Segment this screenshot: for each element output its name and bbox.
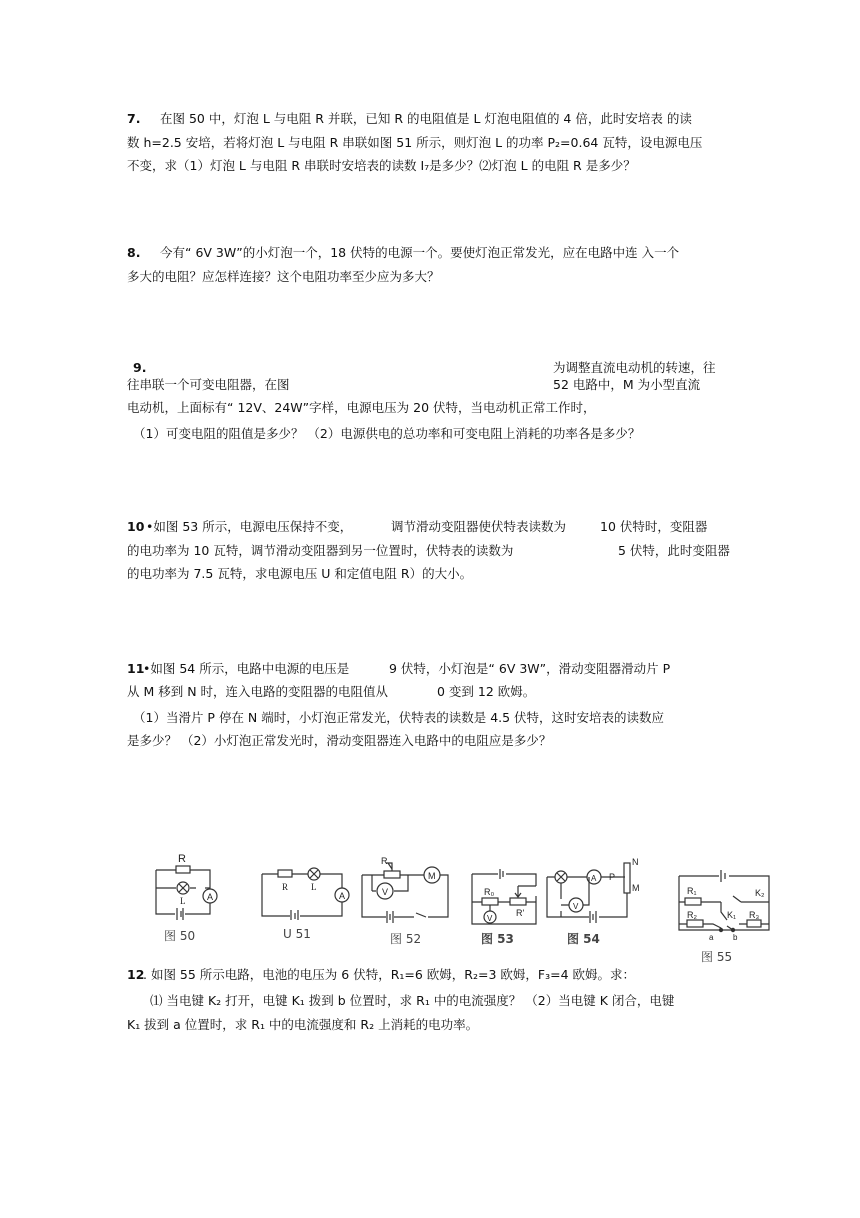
caption-fig-55: 图 55: [701, 950, 733, 964]
q11-line1a: •如图 54 所示，电路中电源的电压是: [143, 661, 350, 676]
q7-number: 7.: [127, 111, 141, 126]
q12-number: 12: [127, 967, 145, 982]
label-M-54: M: [632, 883, 640, 893]
label-A: A: [207, 892, 214, 902]
caption-fig-50: 图 50: [164, 929, 196, 943]
q8-line2: 多大的电阻？应怎样连接？这个电阻功率至少应为多大？: [127, 269, 440, 284]
q12-line3: K₁ 拔到 a 位置时，求 R₁ 中的电流强度和 R₂ 上消耗的电功率。: [127, 1017, 479, 1032]
caption-fig-54: 图 54: [567, 932, 600, 946]
q12-line2: ⑴ 当电键 K₂ 打开，电键 K₁ 拨到 b 位置时，求 R₁ 中的电流强度？ （2）当电键 K 闭合，电键: [150, 993, 675, 1008]
q11-line4: 是多少？ （2）小灯泡正常发光时，滑动变阻器连入电路中的电阻应是多少？: [127, 733, 552, 748]
label-V-52: V: [382, 887, 389, 897]
q9-number: 9.: [133, 360, 147, 375]
circuit-figure-54: [545, 855, 645, 930]
label-R-52: R: [381, 856, 388, 866]
caption-fig-53: 图 53: [481, 932, 514, 946]
label-R: R: [178, 853, 186, 865]
q10-line1a: •如图 53 所示，电源电压保持不变，: [146, 519, 353, 534]
q11-number: 11: [127, 661, 145, 676]
q10-line2a: 的电功率为 10 瓦特，调节滑动变阻器到另一位置时，伏特表的读数为: [127, 543, 514, 558]
label-R1-55: R₁: [687, 886, 697, 896]
q10-line1b: 调节滑动变阻器使伏特表读数为: [391, 519, 567, 534]
label-R3-55: R₃: [749, 910, 760, 920]
q7-line3: 不变，求（1）灯泡 L 与电阻 R 串联时安培表的读数 I₇是多少？⑵灯泡 L 的电阻 R 是多少？: [127, 158, 636, 173]
q9-line2-right: 52 电路中，M 为小型直流: [553, 377, 701, 392]
circuit-figure-55: [675, 866, 775, 946]
label-a-55: a: [709, 933, 714, 942]
label-K1-55: K₁: [727, 910, 737, 920]
label-R2-55: R₂: [687, 910, 697, 920]
q9-line3: 电动机，上面标有“ 12V、24W”字样，电源电压为 20 伏特，当电动机正常工作时，: [127, 400, 596, 415]
q7-line1: 在图 50 中，灯泡 L 与电阻 R 并联，已知 R 的电阻值是 L 灯泡电阻值的 4 倍，此时安培表 的读: [160, 111, 692, 126]
label-R0-53: R₀: [484, 887, 495, 897]
q10-line2b: 5 伏特，此时变阻器: [618, 543, 730, 558]
label-N-54: N: [632, 857, 639, 867]
label-b-55: b: [733, 933, 738, 942]
label-V-53: V: [487, 914, 493, 923]
q11-line1b: 9 伏特，小灯泡是“ 6V 3W”，滑动变阻器滑动片 P: [389, 661, 671, 676]
q10-line3: 的电功率为 7.5 瓦特，求电源电压 U 和定值电阻 R）的大小。: [127, 566, 473, 581]
circuit-figure-52: [358, 855, 453, 923]
label-P-54: P: [609, 872, 616, 882]
label-V-54: V: [573, 902, 579, 911]
q9-line2-left: 往串联一个可变电阻器，在图: [127, 377, 290, 392]
circuit-figure-50: [150, 852, 230, 922]
label-R-51: R: [282, 882, 289, 892]
label-Rp-53: R': [516, 908, 525, 918]
label-M-52: M: [428, 871, 436, 881]
label-A-54: A: [591, 874, 597, 883]
q8-number: 8.: [127, 245, 141, 260]
q11-line3: （1）当滑片 P 停在 N 端时，小灯泡正常发光，伏特表的读数是 4.5 伏特，这时安培表的读数应: [133, 710, 665, 725]
label-L: L: [180, 896, 186, 906]
q11-line2b: 0 变到 12 欧姆。: [437, 684, 536, 699]
label-K2-55: K₂: [755, 888, 765, 898]
label-L-51: L: [311, 882, 317, 892]
q12-line1: . 如图 55 所示电路，电池的电压为 6 伏特，R₁=6 欧姆，R₂=3 欧姆，F₃=4 欧姆。求：: [143, 967, 635, 982]
q10-line1c: 10 伏特时，变阻器: [600, 519, 708, 534]
q9-line1-right: 为调整直流电动机的转速，往: [553, 360, 716, 375]
q8-line1: 今有“ 6V 3W”的小灯泡一个，18 伏特的电源一个。要使灯泡正常发光，应在电路中连 入一个: [160, 245, 680, 260]
circuit-figure-53: [470, 866, 540, 928]
label-A-51: A: [339, 891, 346, 901]
caption-fig-51: U 51: [283, 927, 311, 941]
q7-line2: 数 h=2.5 安培，若将灯泡 L 与电阻 R 串联如图 51 所示，则灯泡 L 的功率 P₂=0.64 瓦特，设电源电压: [127, 135, 703, 150]
q9-line4: （1）可变电阻的阻值是多少？ （2）电源供电的总功率和可变电阻上消耗的功率各是多少？: [133, 426, 641, 441]
q11-line2a: 从 M 移到 N 时，连入电路的变阻器的电阻值从: [127, 684, 389, 699]
circuit-figure-51: [260, 860, 355, 920]
caption-fig-52: 图 52: [390, 932, 422, 946]
q10-number: 10: [127, 519, 145, 534]
